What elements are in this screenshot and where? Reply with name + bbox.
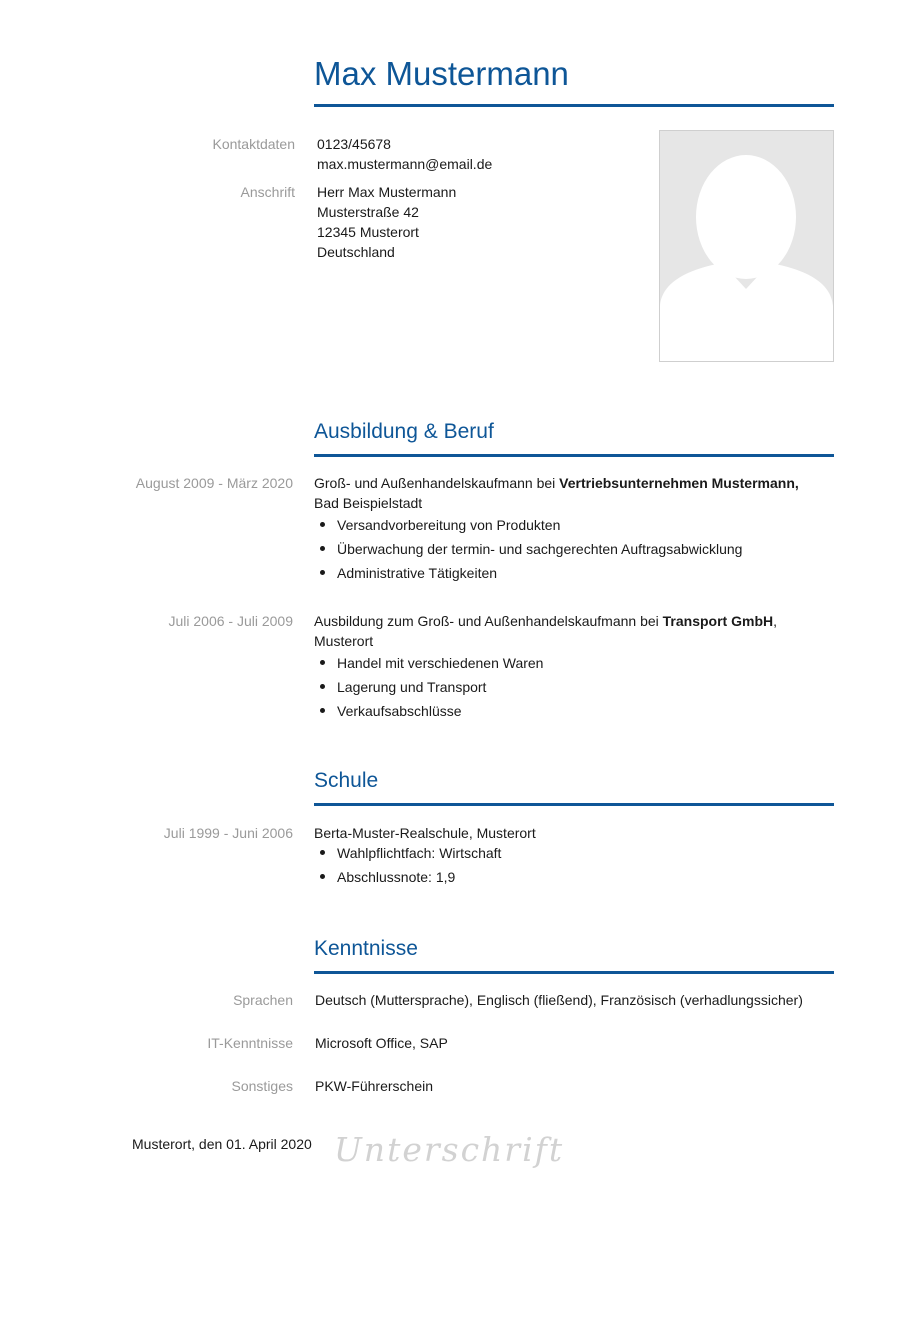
bullet-icon bbox=[320, 522, 325, 527]
job-title: Groß- und Außenhandelskaufmann bei bbox=[314, 475, 560, 491]
email-address: max.mustermann@email.de bbox=[317, 156, 493, 172]
bullet-icon bbox=[320, 546, 325, 551]
skill-label: Sonstiges bbox=[231, 1078, 293, 1094]
address-label: Anschrift bbox=[240, 184, 295, 200]
skill-value: Deutsch (Muttersprache), Englisch (fließend), Französisch (verhadlungssicher) bbox=[315, 992, 803, 1008]
job-title: Ausbildung zum Groß- und Außenhandelskaufmann bei bbox=[314, 613, 663, 629]
name-underline bbox=[314, 104, 834, 107]
skill-value: PKW-Führerschein bbox=[315, 1078, 434, 1094]
bullet-icon bbox=[320, 850, 325, 855]
photo-placeholder bbox=[659, 130, 834, 362]
company-location: Bad Beispielstadt bbox=[314, 495, 423, 511]
skill-label: IT-Kenntnisse bbox=[207, 1035, 293, 1051]
task-list bbox=[314, 653, 834, 725]
address-block bbox=[317, 182, 456, 262]
task-list bbox=[314, 515, 834, 587]
address-line: 12345 Musterort bbox=[317, 224, 419, 240]
list-item: Verkaufsabschlüsse bbox=[337, 701, 834, 725]
school-details bbox=[314, 843, 834, 891]
list-item: Administrative Tätigkeiten bbox=[337, 563, 834, 587]
phone-number: 0123/45678 bbox=[317, 136, 391, 152]
place-date: Musterort, den 01. April 2020 bbox=[132, 1136, 312, 1152]
section-title-school: Schule bbox=[314, 769, 379, 792]
skills-underline bbox=[314, 971, 834, 974]
career-entry bbox=[314, 611, 834, 725]
school-name: Berta-Muster-Realschule, Musterort bbox=[314, 825, 536, 841]
address-line: Herr Max Mustermann bbox=[317, 184, 457, 200]
bullet-icon bbox=[320, 660, 325, 665]
career-entry bbox=[314, 473, 834, 587]
career-date: August 2009 - März 2020 bbox=[135, 475, 293, 491]
person-silhouette-icon bbox=[660, 131, 833, 361]
career-underline bbox=[314, 454, 834, 457]
career-entry-heading bbox=[314, 473, 834, 493]
signature: Unterschrift bbox=[334, 1130, 565, 1169]
list-item: Abschlussnote: 1,9 bbox=[337, 867, 834, 891]
contact-block bbox=[317, 134, 492, 174]
address-line: Musterstraße 42 bbox=[317, 204, 419, 220]
list-item: Handel mit verschiedenen Waren bbox=[337, 653, 834, 677]
contact-label: Kontaktdaten bbox=[212, 136, 295, 152]
list-item: Wahlpflichtfach: Wirtschaft bbox=[337, 843, 834, 867]
section-title-skills: Kenntnisse bbox=[314, 937, 418, 960]
career-entry-heading bbox=[314, 611, 834, 631]
skill-value: Microsoft Office, SAP bbox=[315, 1035, 448, 1051]
school-underline bbox=[314, 803, 834, 806]
bullet-icon bbox=[320, 708, 325, 713]
heading-suffix: , bbox=[773, 613, 778, 629]
bullet-icon bbox=[320, 684, 325, 689]
school-date: Juli 1999 - Juni 2006 bbox=[163, 825, 293, 841]
list-item: Versandvorbereitung von Produkten bbox=[337, 515, 834, 539]
bullet-icon bbox=[320, 874, 325, 879]
company-name: Vertriebsunternehmen Mustermann, bbox=[559, 475, 799, 491]
bullet-icon bbox=[320, 570, 325, 575]
company-location: Musterort bbox=[314, 633, 374, 649]
list-item: Lagerung und Transport bbox=[337, 677, 834, 701]
cv-name: Max Mustermann bbox=[314, 55, 569, 92]
skill-label: Sprachen bbox=[233, 992, 293, 1008]
section-title-career: Ausbildung & Beruf bbox=[314, 420, 494, 443]
address-line: Deutschland bbox=[317, 244, 395, 260]
school-entry bbox=[314, 823, 834, 891]
company-name: Transport GmbH bbox=[662, 613, 774, 629]
career-date: Juli 2006 - Juli 2009 bbox=[168, 613, 293, 629]
list-item: Überwachung der termin- und sachgerechten Auftragsabwicklung bbox=[337, 539, 834, 563]
